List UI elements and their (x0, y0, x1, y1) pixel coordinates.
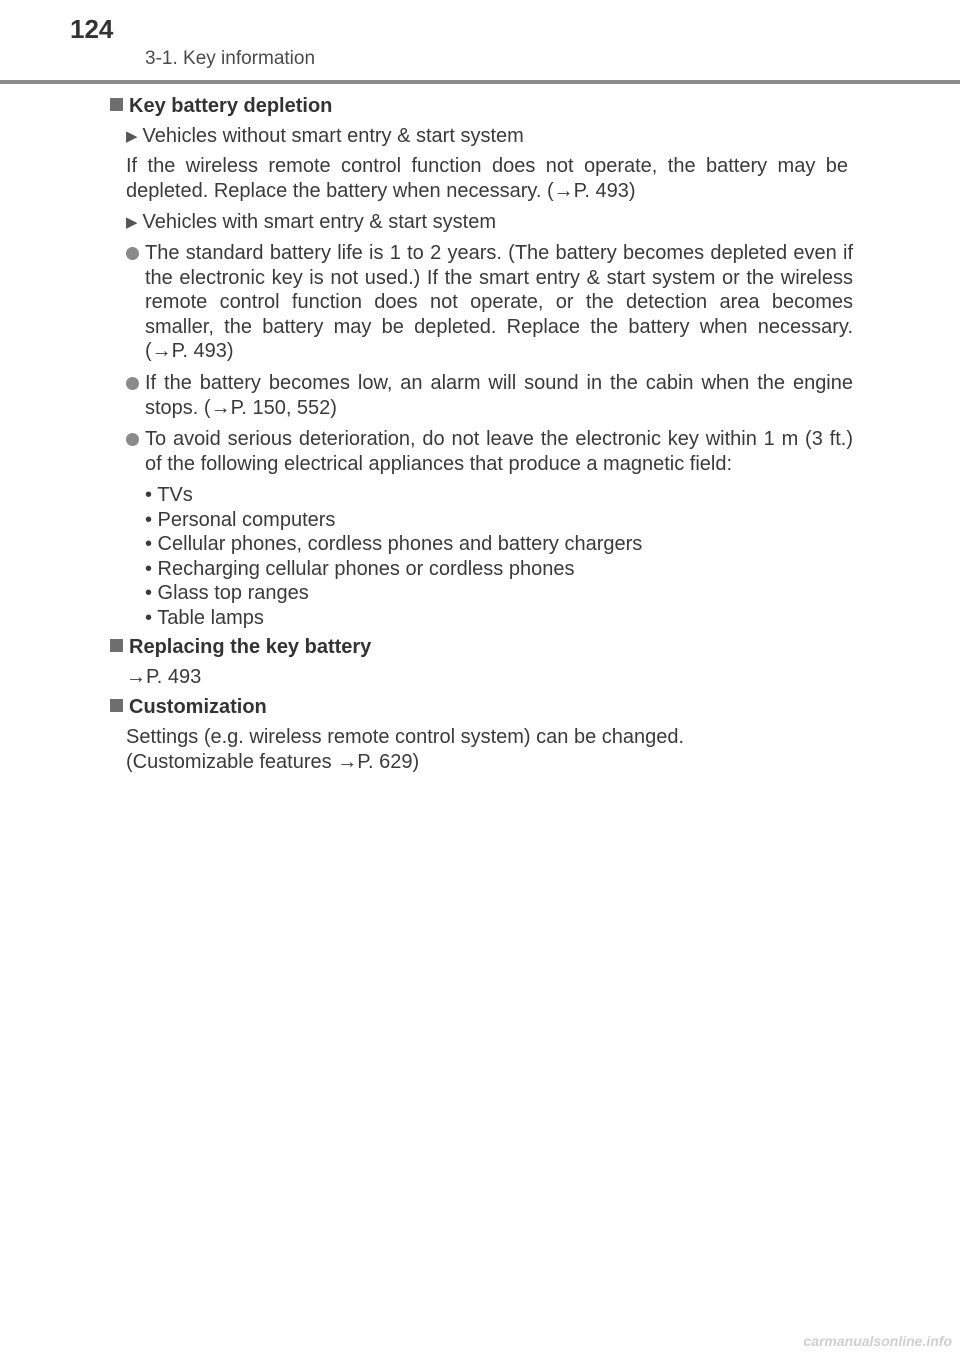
paragraph-remote-battery: If the wireless remote control function does not operate, the battery may be depleted. Replace the battery when necessary. (→P. 493) (126, 155, 848, 202)
appliance-item: • Table lamps (145, 606, 264, 629)
chapter-title: 3-1. Key information (145, 48, 316, 69)
circle-bullet-icon (126, 247, 139, 260)
page-reference: →P. 493 (126, 666, 202, 688)
square-bullet-icon (110, 98, 123, 111)
customization-reference: (Customizable features →P. 629) (126, 750, 420, 773)
bullet-battery-life: The standard battery life is 1 to 2 years. (The battery becomes depleted even if the electronic key is not used.) If the smart entry & start system or the wireless remote control function does not operate, or the detection area becomes smaller, the battery may be depleted. Replace the battery when necessary. (→P. 493) (145, 242, 853, 362)
appliance-item: • Recharging cellular phones or cordless phones (145, 557, 575, 580)
page-number: 124 (70, 14, 114, 44)
section-heading-customization: Customization (110, 695, 267, 720)
bullet-low-battery-alarm: If the battery becomes low, an alarm will sound in the cabin when the engine stops. (→P. 150, 552) (145, 372, 853, 419)
square-bullet-icon (110, 639, 123, 652)
footer-watermark: carmanualsonline.info (803, 1333, 952, 1349)
customization-text: Settings (e.g. wireless remote control system) can be changed. (126, 726, 685, 748)
subheading-with-smart-entry: ▶ Vehicles with smart entry & start system (126, 211, 496, 233)
appliance-item: • TVs (145, 484, 193, 506)
square-bullet-icon (110, 699, 123, 712)
section-heading-replacing-key-battery: Replacing the key battery (110, 635, 371, 660)
circle-bullet-icon (126, 433, 139, 446)
appliance-item: • Cellular phones, cordless phones and battery chargers (145, 533, 643, 555)
appliance-item: • Glass top ranges (145, 582, 309, 604)
subheading-without-smart-entry: ▶ Vehicles without smart entry & start system (126, 125, 524, 147)
header-rule (0, 80, 960, 84)
triangle-right-icon: ▶ (126, 214, 138, 231)
triangle-right-icon: ▶ (126, 128, 138, 145)
circle-bullet-icon (126, 377, 139, 390)
bullet-avoid-deterioration: To avoid serious deterioration, do not leave the electronic key within 1 m (3 ft.) of the following electrical appliances that produce a magnetic field: (145, 428, 853, 475)
appliance-item: • Personal computers (145, 508, 336, 531)
page-header (0, 0, 960, 84)
section-heading-key-battery-depletion: Key battery depletion (110, 94, 332, 119)
